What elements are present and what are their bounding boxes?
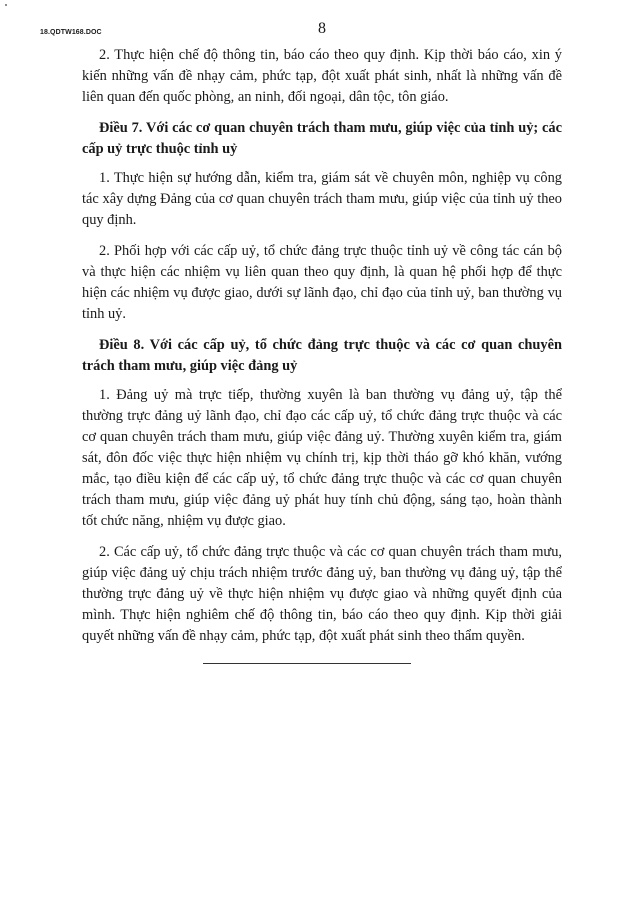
article-7-heading: Điều 7. Với các cơ quan chuyên trách tham mưu, giúp việc của tỉnh uỷ; các cấp uỷ trực thuộc tỉnh uỷ bbox=[82, 120, 562, 157]
article-8-heading: Điều 8. Với các cấp uỷ, tổ chức đảng trực thuộc và các cơ quan chuyên trách tham mưu, giúp việc đảng uỷ bbox=[82, 337, 562, 374]
page-number: 8 bbox=[318, 20, 326, 37]
end-divider-line bbox=[203, 663, 411, 664]
article-7-clause-2: 2. Phối hợp với các cấp uỷ, tổ chức đảng trực thuộc tỉnh uỷ về công tác cán bộ và thực hiện các nhiệm vụ liên quan theo quy định, là quan hệ phối hợp để thực hiện các nhiệm vụ được giao, dưới sự lãnh đạo, chỉ đạo của tỉnh uỷ, ban thường vụ tỉnh uỷ. bbox=[82, 243, 562, 322]
document-code: 18.QDTW168.DOC bbox=[40, 29, 102, 36]
document-body bbox=[82, 45, 562, 657]
article-8-clause-2: 2. Các cấp uỷ, tổ chức đảng trực thuộc và các cơ quan chuyên trách tham mưu, giúp việc đảng uỷ chịu trách nhiệm trước đảng uỷ, ban thường vụ đảng uỷ, tập thể thường trực đảng uỷ về thực hiện nhiệm vụ được giao và những quyết định của mình. Thực hiện nghiêm chế độ thông tin, báo cáo theo quy định. Kịp thời giải quyết những vấn đề nhạy cảm, phức tạp, đột xuất phát sinh theo thẩm quyền. bbox=[82, 544, 562, 644]
article-7-clause-1: 1. Thực hiện sự hướng dẫn, kiểm tra, giám sát về chuyên môn, nghiệp vụ công tác xây dựng Đảng của cơ quan chuyên trách tham mưu, giúp việc của tỉnh uỷ theo quy định. bbox=[82, 170, 562, 228]
scan-speck bbox=[5, 4, 7, 6]
paragraph-reporting: 2. Thực hiện chế độ thông tin, báo cáo theo quy định. Kịp thời báo cáo, xin ý kiến những vấn đề nhạy cảm, phức tạp, đột xuất phát sinh, nhất là những vấn đề liên quan đến quốc phòng, an ninh, đối ngoại, dân tộc, tôn giáo. bbox=[82, 47, 562, 105]
article-8-clause-1: 1. Đảng uỷ mà trực tiếp, thường xuyên là ban thường vụ đảng uỷ, tập thể thường trực đảng uỷ lãnh đạo, chỉ đạo các cấp uỷ, tổ chức đảng trực thuộc và các cơ quan chuyên trách tham mưu, giúp việc đảng uỷ. Thường xuyên kiểm tra, giám sát, đôn đốc việc thực hiện nhiệm vụ chính trị, kịp thời tháo gỡ khó khăn, vướng mắc, tạo điều kiện để các cấp uỷ, tổ chức đảng trực thuộc và các cơ quan chuyên trách tham mưu, giúp việc đảng uỷ phát huy tính chủ động, sáng tạo, hoàn thành tốt chức năng, nhiệm vụ được giao. bbox=[82, 387, 562, 529]
